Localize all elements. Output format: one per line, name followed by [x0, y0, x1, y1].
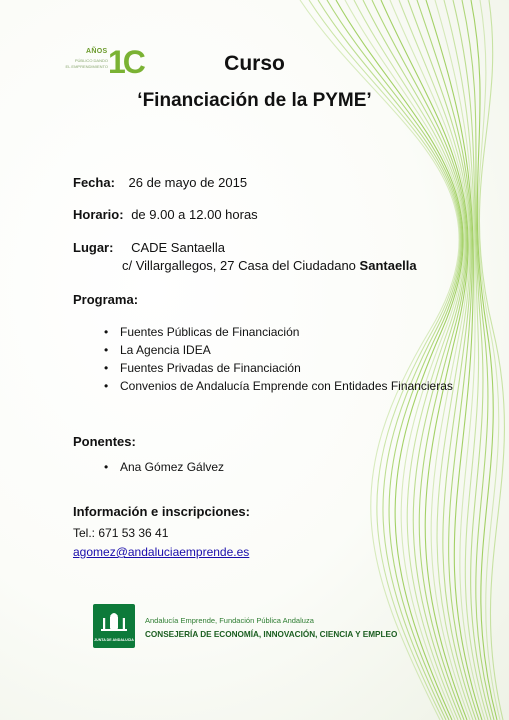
horario-label: Horario:: [73, 207, 124, 222]
phone-number: Tel.: 671 53 36 41: [73, 526, 169, 540]
programa-heading: Programa:: [73, 292, 139, 307]
lugar-row: [73, 240, 225, 255]
address-city: Santaella: [359, 258, 417, 273]
list-item: • Ana Gómez Gálvez: [104, 458, 224, 476]
list-item: • Fuentes Públicas de Financiación: [104, 323, 453, 341]
list-item: • Convenios de Andalucía Emprende con Entidades Financieras: [104, 377, 453, 395]
list-item: • La Agencia IDEA: [104, 341, 453, 359]
email-link[interactable]: agomez@andaluciaemprende.es: [73, 545, 250, 559]
logo-anos-text: AÑOS: [86, 48, 108, 55]
logo-number: 1C: [108, 44, 143, 80]
junta-text: JUNTA DE ANDALUCIA: [94, 638, 134, 642]
footer-foundation: Andalucía Emprende, Fundación Pública Andaluza: [145, 616, 314, 625]
lugar-label: Lugar:: [73, 240, 114, 255]
fecha-value: 26 de mayo de 2015: [128, 175, 248, 190]
ponentes-list: [104, 458, 224, 476]
logo-line1: PÚBLICO DANDO: [74, 58, 108, 63]
lugar-address: [122, 258, 417, 273]
course-label: Curso: [224, 52, 285, 75]
programa-list: [104, 323, 453, 395]
fecha-row: [73, 175, 247, 190]
junta-emblem-icon: [99, 610, 129, 632]
horario-value: de 9.00 a 12.00 horas: [131, 207, 258, 222]
ponentes-heading: Ponentes:: [73, 434, 136, 449]
horario-row: [73, 207, 258, 222]
info-heading: Información e inscripciones:: [73, 504, 250, 519]
lugar-value: CADE Santaella: [131, 240, 226, 255]
list-item: • Fuentes Privadas de Financiación: [104, 359, 453, 377]
fecha-label: Fecha:: [73, 175, 115, 190]
footer-consejeria: CONSEJERÍA DE ECONOMÍA, INNOVACIÓN, CIENCIA Y EMPLEO: [145, 630, 398, 639]
junta-andalucia-logo: [93, 604, 135, 648]
course-title: ‘Financiación de la PYME’: [137, 90, 372, 111]
logo-line2: EL EMPRENDIMIENTO: [65, 64, 108, 69]
address-prefix: c/ Villargallegos, 27 Casa del Ciudadano: [122, 258, 356, 273]
